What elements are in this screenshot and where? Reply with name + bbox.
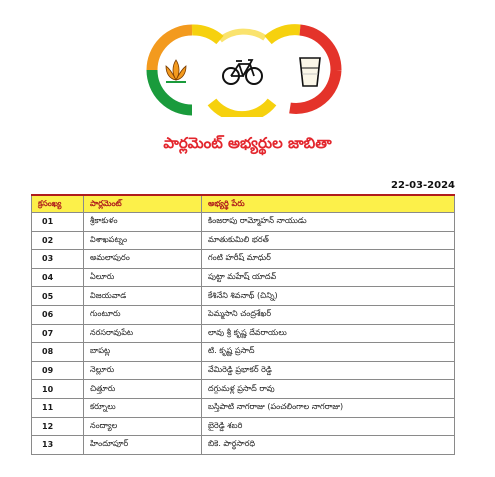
- candidate-cell: టి. కృష్ణ ప్రసాద్: [202, 343, 455, 362]
- serial-cell: 06: [32, 305, 84, 324]
- constituency-cell: బాపట్ల: [84, 343, 202, 362]
- constituency-cell: హిందూపూర్: [84, 436, 202, 455]
- table-row: [32, 250, 455, 269]
- serial-cell: 07: [32, 324, 84, 343]
- candidate-table: [31, 194, 455, 455]
- candidate-cell: దగ్గుమళ్ల ప్రసాద్ రావు: [202, 380, 455, 399]
- serial-cell: 10: [32, 380, 84, 399]
- list-date: 22-03-2024: [391, 180, 455, 191]
- candidate-cell: పెమ్మసాని చంద్రశేఖర్: [202, 305, 455, 324]
- serial-cell: 04: [32, 268, 84, 287]
- constituency-cell: నరసరావుపేట: [84, 324, 202, 343]
- serial-cell: 13: [32, 436, 84, 455]
- serial-cell: 01: [32, 213, 84, 232]
- candidate-cell: వేమిరెడ్డి ప్రభాకర్ రెడ్డి: [202, 361, 455, 380]
- constituency-cell: కర్నూలు: [84, 398, 202, 417]
- constituency-cell: విజయవాడ: [84, 287, 202, 306]
- column-header-constituency: పార్లమెంట్: [84, 195, 202, 213]
- candidate-cell: బస్తిపాటి నాగరాజు (పంచలింగాల నాగరాజు): [202, 398, 455, 417]
- serial-cell: 11: [32, 398, 84, 417]
- candidate-cell: లావు శ్రీ కృష్ణ దేవరాయలు: [202, 324, 455, 343]
- constituency-cell: ఏలూరు: [84, 268, 202, 287]
- candidate-cell: గంటి హరీష్ మాధుర్: [202, 250, 455, 269]
- candidate-cell: పుట్టా మహేష్ యాదవ్: [202, 268, 455, 287]
- constituency-cell: నెల్లూరు: [84, 361, 202, 380]
- constituency-cell: శ్రీకాకుళం: [84, 213, 202, 232]
- candidate-cell: కింజరాపు రామ్మోహన్ నాయుడు: [202, 213, 455, 232]
- bjp-lotus-icon: [161, 57, 191, 87]
- constituency-cell: నంద్యాల: [84, 417, 202, 436]
- table-row: [32, 343, 455, 362]
- serial-cell: 05: [32, 287, 84, 306]
- serial-cell: 08: [32, 343, 84, 362]
- candidate-cell: బికె. పార్థసారధి: [202, 436, 455, 455]
- constituency-cell: విశాఖపట్నం: [84, 231, 202, 250]
- serial-cell: 02: [32, 231, 84, 250]
- table-row: [32, 417, 455, 436]
- constituency-cell: గుంటూరు: [84, 305, 202, 324]
- table-header-row: [32, 195, 455, 213]
- column-header-candidate: అభ్యర్థి పేరు: [202, 195, 455, 213]
- glass-icon: [300, 58, 320, 86]
- candidate-cell: బైరెడ్డి శబరి: [202, 417, 455, 436]
- table-row: [32, 324, 455, 343]
- table-row: [32, 436, 455, 455]
- constituency-cell: అమలాపురం: [84, 250, 202, 269]
- page-title: పార్లమెంట్ అభ్యర్థుల జాబితా: [163, 134, 332, 152]
- alliance-logo-graphic: [140, 22, 345, 117]
- serial-cell: 09: [32, 361, 84, 380]
- serial-cell: 12: [32, 417, 84, 436]
- candidate-cell: మాతుకుమిలి భరత్: [202, 231, 455, 250]
- alliance-logo: [140, 22, 345, 117]
- candidate-cell: కేశినేని శివనాథ్ (చిన్ని): [202, 287, 455, 306]
- table-row: [32, 213, 455, 232]
- bicycle-icon: [223, 60, 262, 84]
- constituency-cell: చిత్తూరు: [84, 380, 202, 399]
- serial-cell: 03: [32, 250, 84, 269]
- table-row: [32, 231, 455, 250]
- table-row: [32, 398, 455, 417]
- table-row: [32, 361, 455, 380]
- table-row: [32, 287, 455, 306]
- column-header-serial: క్రసంఖ్య: [32, 195, 84, 213]
- table-row: [32, 380, 455, 399]
- table-row: [32, 268, 455, 287]
- table-row: [32, 305, 455, 324]
